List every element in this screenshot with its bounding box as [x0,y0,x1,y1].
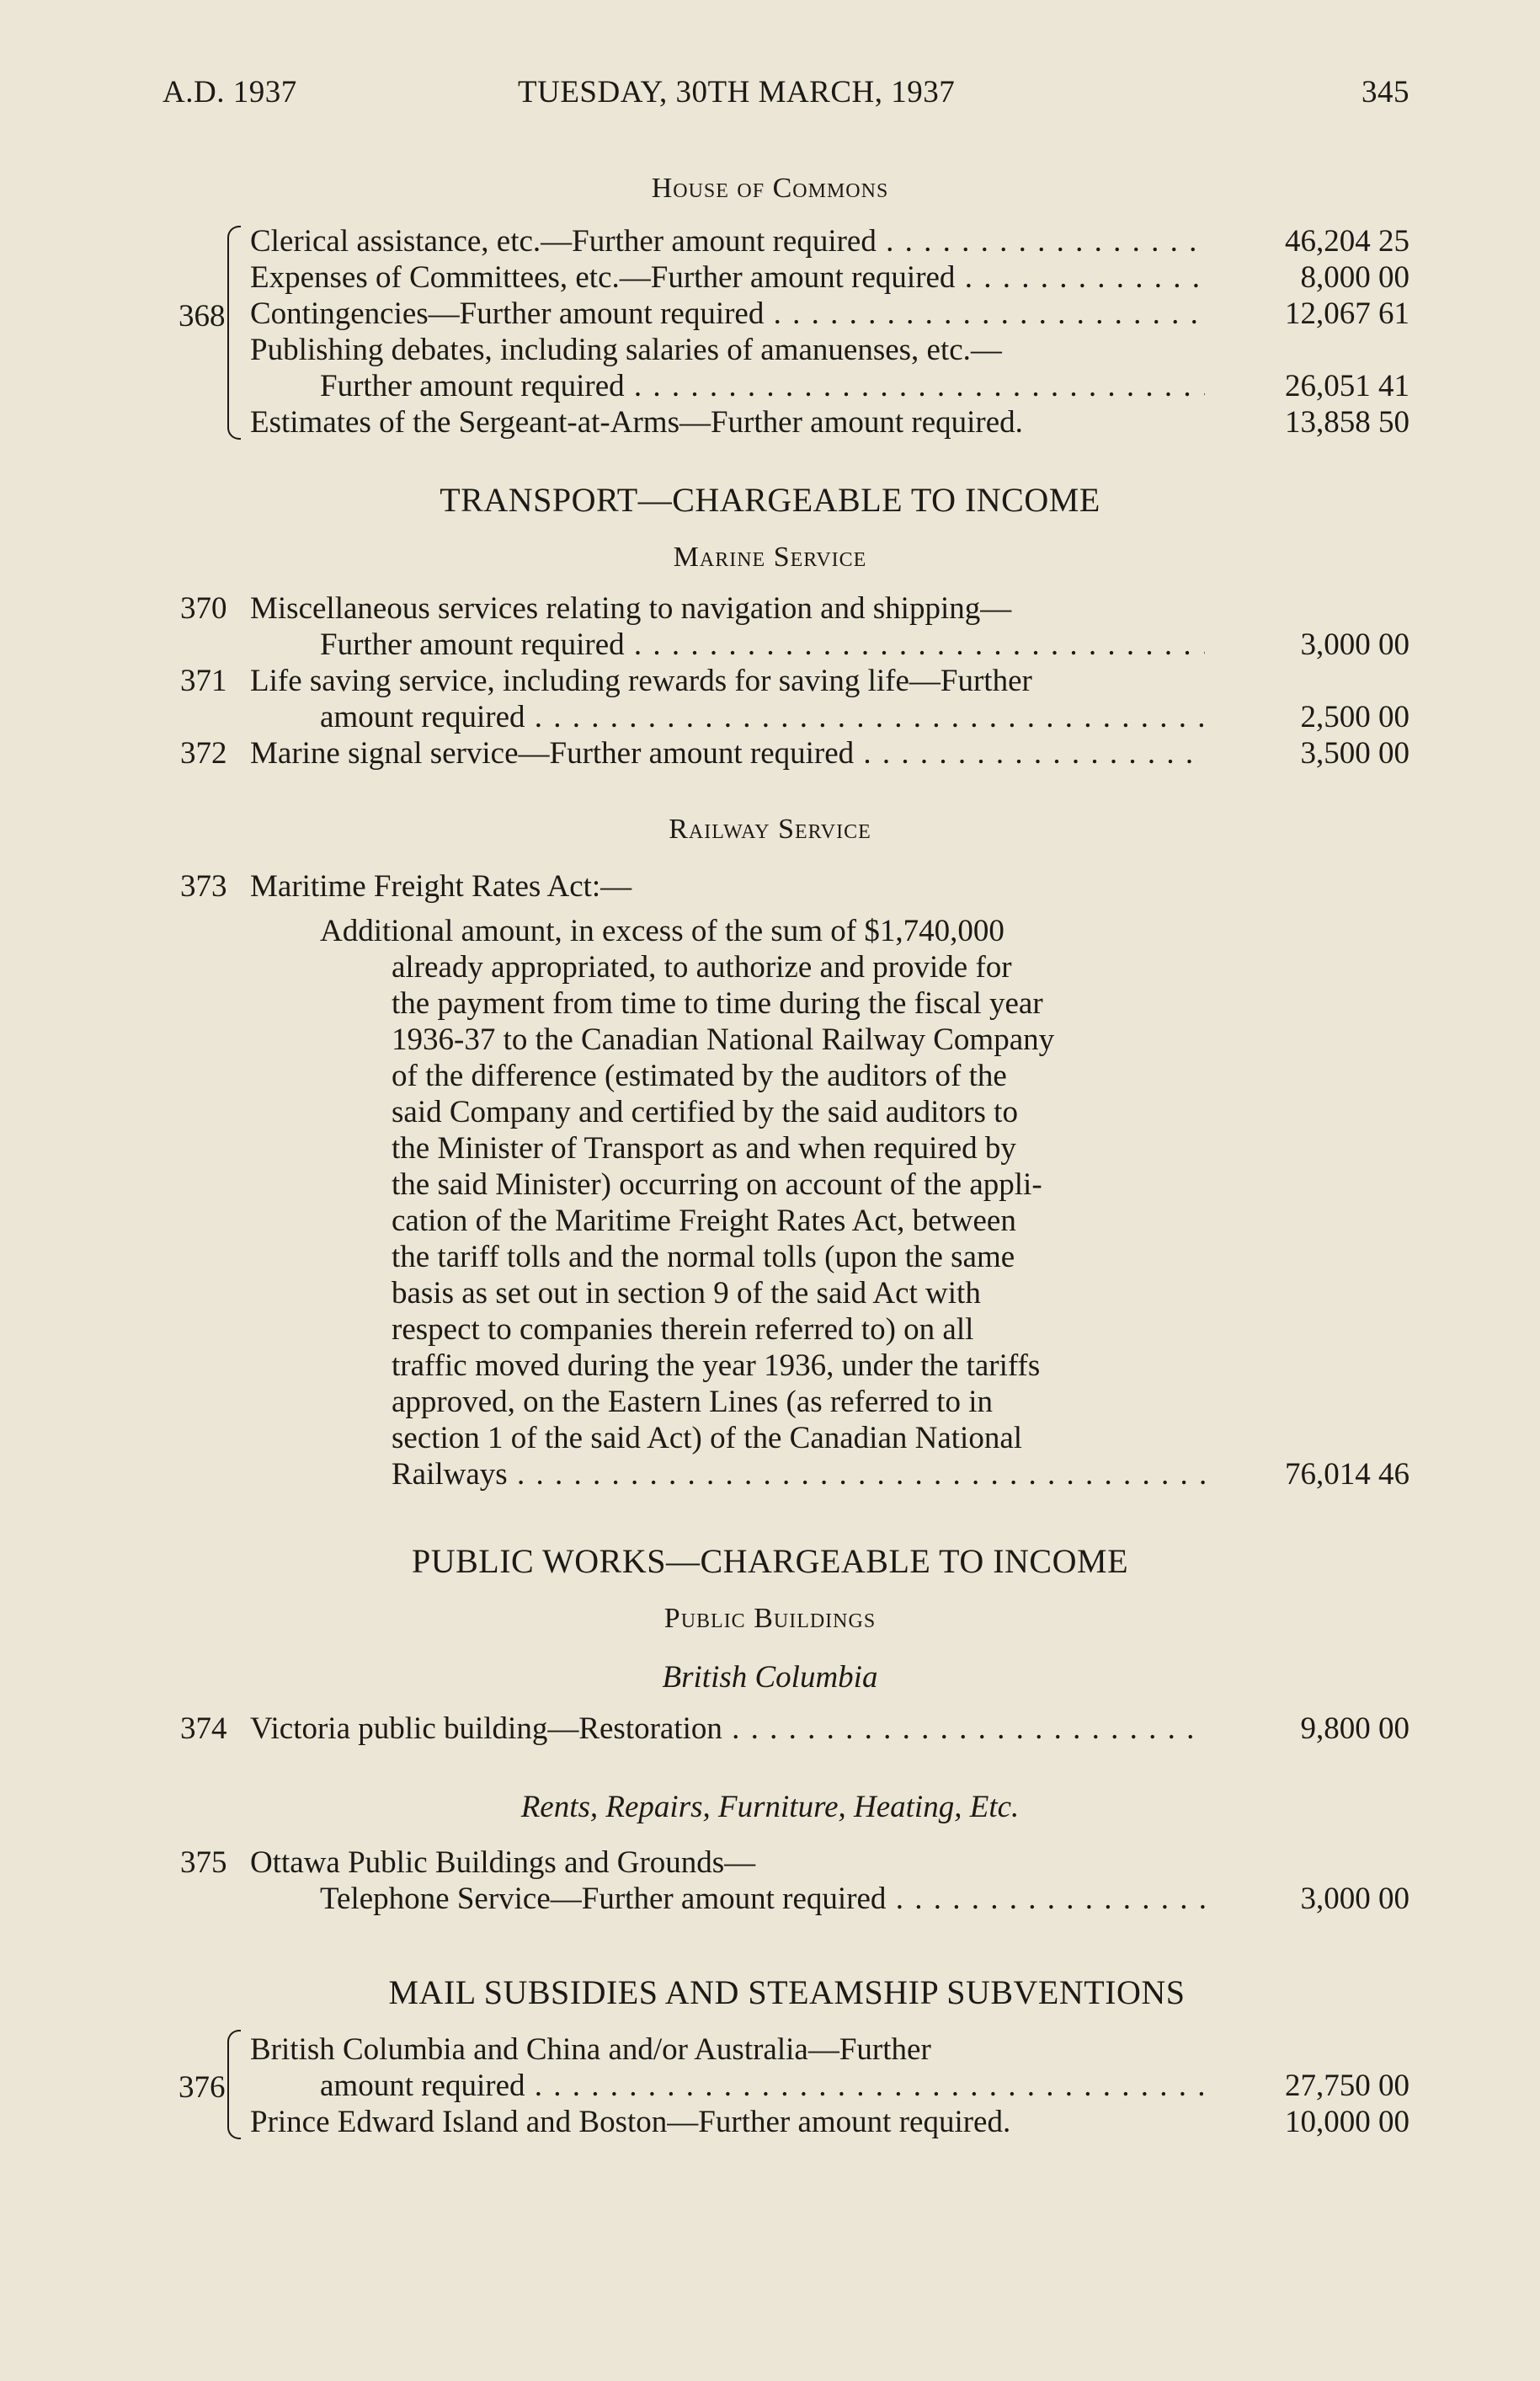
item-371-line1: Life saving service, including rewards for saving life—Further [250,664,1032,698]
item-contingencies: Contingencies—Further amount required . . . [250,295,1205,334]
amount-373: 76,014 46 [1285,1457,1409,1492]
vote-number-373: 373 [180,869,227,904]
vote-number-375: 375 [180,1845,227,1880]
subheading-british-columbia: British Columbia [662,1660,878,1695]
page-number: 345 [1361,75,1409,109]
amount-publishing: 26,051 41 [1285,369,1409,403]
amount-contingencies: 12,067 61 [1285,296,1409,331]
amount-371: 2,500 00 [1300,700,1409,734]
item-370-line1: Miscellaneous services relating to navigation and shipping— [250,591,1012,626]
subheading-railway-service: Railway Service [669,814,871,845]
railway-line-12: respect to companies therein referred to) on all [392,1312,974,1347]
brace-376 [227,2030,241,2139]
vote-number-370: 370 [180,591,227,626]
railway-line-2: already appropriated, to authorize and provide for [392,950,1012,985]
amount-committees: 8,000 00 [1300,260,1409,295]
item-374: Victoria public building—Restoration . . . [250,1710,1205,1748]
item-clerical: Clerical assistance, etc.—Further amount required . . . [250,222,1205,261]
item-373-title: Maritime Freight Rates Act:— [250,869,632,904]
subheading-marine-service: Marine Service [673,542,867,573]
subheading-rents-repairs: Rents, Repairs, Furniture, Heating, Etc. [520,1790,1020,1824]
item-publishing-cont: Further amount required . . . [320,367,1205,406]
item-sergeant: Estimates of the Sergeant-at-Arms—Further amount required. [250,405,1023,440]
railway-line-8: the said Minister) occurring on account of the appli- [392,1167,1042,1202]
item-publishing: Publishing debates, including salaries of amanuenses, etc.— [250,333,1002,367]
item-376-line1: British Columbia and China and/or Australia—Further [250,2032,931,2067]
section-heading-transport: TRANSPORT—CHARGEABLE TO INCOME [440,481,1100,519]
vote-number-371: 371 [180,664,227,698]
item-committees: Expenses of Committees, etc.—Further amount required . . . [250,259,1205,297]
railway-line-3: the payment from time to time during the fiscal year [392,986,1043,1021]
amount-376-a: 27,750 00 [1285,2069,1409,2103]
amount-376-b: 10,000 00 [1285,2105,1409,2139]
railway-line-7: the Minister of Transport as and when required by [392,1131,1016,1166]
railway-line-11: basis as set out in section 9 of the said Act with [392,1276,981,1311]
railway-line-14: approved, on the Eastern Lines (as referred to in [392,1385,994,1419]
section-heading-mail-subsidies: MAIL SUBSIDIES AND STEAMSHIP SUBVENTIONS [388,1973,1186,2011]
item-376-line2: amount required . . . [320,2067,1205,2106]
amount-370: 3,000 00 [1300,627,1409,662]
railway-line-6: said Company and certified by the said auditors to [392,1095,1018,1129]
item-375-line2: Telephone Service—Further amount required . . . [320,1880,1205,1919]
vote-number-374: 374 [180,1711,227,1746]
vote-number-372: 372 [180,736,227,771]
railway-line-16: Railways . . . [392,1455,1205,1494]
header-title: TUESDAY, 30TH MARCH, 1937 [518,75,956,109]
section-heading-house-of-commons: House of Commons [651,173,889,204]
railway-line-5: of the difference (estimated by the auditors of the [392,1059,1007,1093]
item-376-line3: Prince Edward Island and Boston—Further amount required. [250,2105,1011,2139]
amount-clerical: 46,204 25 [1285,224,1409,259]
railway-line-9: cation of the Maritime Freight Rates Act, between [392,1204,1016,1238]
item-372: Marine signal service—Further amount required . . . [250,734,1205,773]
amount-372: 3,500 00 [1300,736,1409,771]
railway-line-13: traffic moved during the year 1936, under the tariffs [392,1348,1041,1383]
railway-line-4: 1936-37 to the Canadian National Railway Company [392,1022,1055,1057]
railway-line-10: the tariff tolls and the normal tolls (upon the same [392,1240,1015,1274]
item-370-line2: Further amount required . . . [320,626,1205,665]
amount-sergeant: 13,858 50 [1285,405,1409,440]
railway-line-15: section 1 of the said Act) of the Canadian National [392,1421,1023,1455]
item-375-line1: Ottawa Public Buildings and Grounds— [250,1845,756,1880]
railway-line-1: Additional amount, in excess of the sum of $1,740,000 [320,914,1004,948]
header-date: A.D. 1937 [163,75,297,109]
vote-number-376: 376 [179,2070,226,2105]
amount-374: 9,800 00 [1300,1711,1409,1746]
section-heading-public-works: PUBLIC WORKS—CHARGEABLE TO INCOME [411,1542,1128,1580]
amount-375: 3,000 00 [1300,1882,1409,1916]
subheading-public-buildings: Public Buildings [663,1603,877,1634]
item-371-line2: amount required . . . [320,698,1205,737]
brace-368 [227,226,241,440]
vote-number-368: 368 [179,299,226,334]
